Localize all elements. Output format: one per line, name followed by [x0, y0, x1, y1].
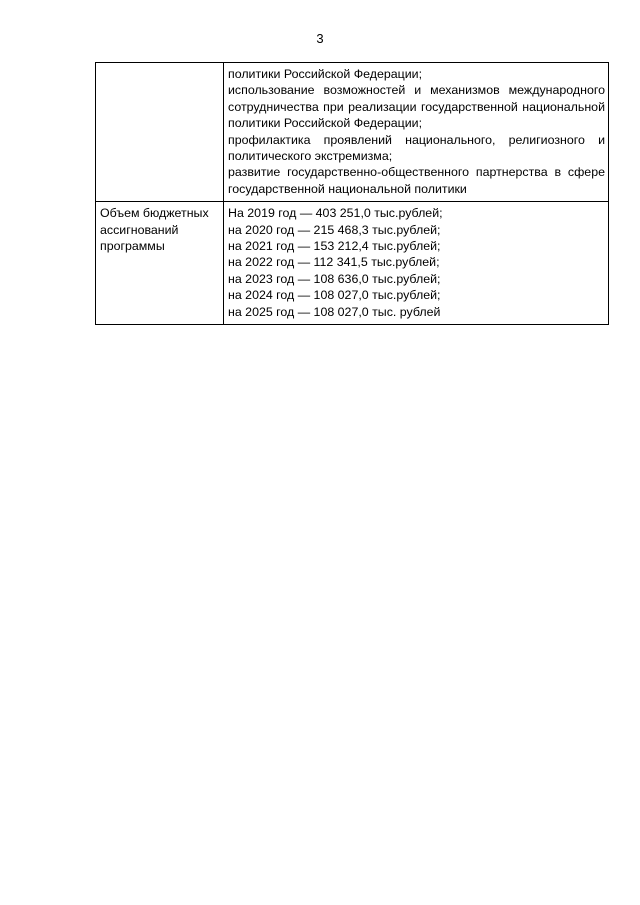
budget-year-item: на 2022 год — 112 341,5 тыс.рублей; — [228, 255, 440, 270]
row-label-empty — [96, 63, 224, 202]
budget-year-item: на 2023 год — 108 636,0 тыс.рублей; — [228, 271, 441, 286]
program-passport-table — [95, 62, 609, 325]
goal-paragraph: развитие государственно-общественного партнерства в сфере государственной национальной политики — [228, 165, 605, 196]
budget-year-item: На 2019 год — 403 251,0 тыс.рублей; — [228, 206, 443, 221]
goal-paragraph: профилактика проявлений национального, религиозного и политического экстремизма; — [228, 132, 605, 164]
budget-year-item: на 2020 год — 215 468,3 тыс.рублей; — [228, 222, 441, 237]
goal-paragraph: использование возможностей и механизмов международного сотрудничества при реализации государственной национальной политики Российской Федерации; — [228, 83, 605, 131]
budget-year-item: на 2024 год — 108 027,0 тыс.рублей; — [228, 288, 441, 303]
goal-paragraph: политики Российской Федерации; — [228, 67, 423, 81]
goals-cell — [224, 63, 609, 202]
budget-label: Объем бюджетных ассигнований программы — [96, 202, 224, 325]
budget-year-item: на 2021 год — 153 212,4 тыс.рублей; — [228, 239, 441, 254]
budget-year-item: на 2025 год — 108 027,0 тыс. рублей — [228, 304, 441, 319]
page-number: 3 — [316, 31, 324, 46]
table-row — [96, 63, 609, 202]
budget-cell — [224, 202, 609, 325]
table-row — [96, 202, 609, 325]
